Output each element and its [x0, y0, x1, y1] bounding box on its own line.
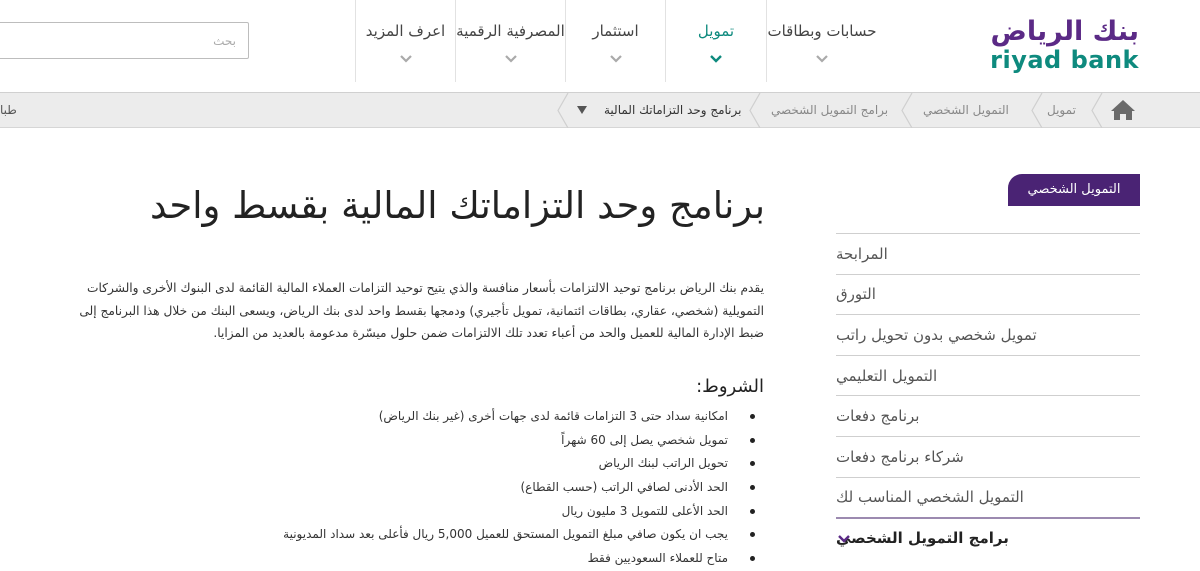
search-input[interactable]: [0, 22, 249, 59]
list-item: تحويل الراتب لبنك الرياض: [200, 452, 764, 476]
breadcrumb-item-personal-financing[interactable]: التمويل الشخصي: [923, 103, 1009, 117]
nav-digital-banking[interactable]: [455, 0, 565, 82]
sidebar-item-education-financing[interactable]: [836, 355, 1140, 396]
nav-investment[interactable]: [565, 0, 665, 82]
sidebar-section-tab[interactable]: التمويل الشخصي: [1008, 174, 1140, 206]
breadcrumb: [0, 93, 1200, 128]
chevron-down-icon: [504, 52, 518, 66]
breadcrumb-item-financing[interactable]: تمويل: [1047, 103, 1076, 117]
home-icon[interactable]: [1110, 98, 1136, 122]
chevron-down-icon: [709, 52, 723, 66]
breadcrumb-overflow-text: طبا: [0, 103, 17, 117]
sidebar-item-label: التمويل الشخصي المناسب لك: [836, 488, 1024, 507]
nav-label: المصرفية الرقمية: [456, 22, 565, 40]
sidebar-item-label: تمويل شخصي بدون تحويل راتب: [836, 325, 1037, 344]
site-header: [0, 0, 1200, 93]
sidebar-item-label: المرابحة: [836, 244, 888, 263]
sidebar-item-tawarruq[interactable]: [836, 274, 1140, 315]
sidebar-item-dafaat-partners[interactable]: [836, 436, 1140, 477]
list-item: امكانية سداد حتى 3 التزامات قائمة لدى جهات أخرى (غير بنك الرياض): [200, 405, 764, 429]
list-item: تمويل شخصي يصل إلى 60 شهراً: [200, 429, 764, 453]
sidebar-item-dafaat-program[interactable]: [836, 395, 1140, 436]
nav-accounts-cards[interactable]: [766, 0, 877, 82]
logo-arabic-text: بنك الرياض: [990, 16, 1139, 47]
breadcrumb-item-current[interactable]: برنامج وحد التزاماتك المالية: [604, 103, 742, 117]
nav-label: استثمار: [592, 22, 639, 40]
chevron-down-icon: [399, 52, 413, 66]
sidebar-item-label: برامج التمويل الشخصي: [836, 529, 1009, 548]
nav-label: اعرف المزيد: [365, 22, 446, 40]
sidebar-item-label: التمويل التعليمي: [836, 366, 938, 385]
sidebar-item-label: برنامج دفعات: [836, 407, 920, 426]
chevron-down-icon: [815, 52, 829, 66]
conditions-list: [200, 405, 764, 571]
sidebar-item-label: شركاء برنامج دفعات: [836, 447, 964, 466]
intro-paragraph: يقدم بنك الرياض برنامج توحيد الالتزامات بأسعار منافسة والذي يتيح توحيد التزامات العملاء المالية القائمة لدى البنوك الأخرى والشركات التمويلية (شخصي، عقاري، بطاقات ائتمانية، تمويل تأجيري) ودمجها بقسط واحد لدى بنك الرياض، ويسعى البنك من خلال هذا البرنامج إلى ضبط الإدارة المالية للعميل والحد من أعباء تعدد تلك الالتزامات ضمن حلول ميسّرة مدعومة بالعديد من المزايا.: [79, 281, 764, 340]
nav-label: حسابات وبطاقات: [767, 22, 877, 40]
breadcrumb-separator-icon: [1030, 93, 1044, 128]
nav-label: تمويل: [697, 22, 735, 40]
sidebar-item-suitable-financing[interactable]: [836, 477, 1140, 518]
nav-financing[interactable]: [665, 0, 766, 82]
riyad-bank-logo[interactable]: [975, 14, 1147, 72]
nav-learn-more[interactable]: [355, 0, 455, 82]
breadcrumb-separator-icon: [748, 93, 762, 128]
sidebar-item-label: التورق: [836, 285, 876, 304]
conditions-heading: الشروط:: [696, 376, 764, 397]
list-item: يجب ان يكون صافي مبلغ التمويل المستحق للعميل 5,000 ريال فأعلى بعد سداد المديونية: [200, 523, 764, 547]
caret-down-icon[interactable]: [577, 106, 587, 114]
sidebar-item-financing-programs[interactable]: [836, 517, 1140, 558]
breadcrumb-separator-icon: [1090, 93, 1104, 128]
breadcrumb-item-personal-financing-programs[interactable]: برامج التمويل الشخصي: [771, 103, 889, 117]
sidebar-menu: [836, 233, 1140, 558]
page-title: برنامج وحد التزاماتك المالية بقسط واحد: [149, 184, 765, 227]
breadcrumb-separator-icon: [556, 93, 570, 128]
list-item: الحد الأعلى للتمويل 3 مليون ريال: [200, 500, 764, 524]
chevron-down-icon: [838, 533, 850, 545]
list-item: متاح للعملاء السعوديين فقط: [200, 547, 764, 571]
logo-english-text: riyad bank: [990, 46, 1139, 74]
list-item: الحد الأدنى لصافي الراتب (حسب القطاع): [200, 476, 764, 500]
chevron-down-icon: [609, 52, 623, 66]
sidebar-item-murabaha[interactable]: [836, 233, 1140, 274]
breadcrumb-separator-icon: [900, 93, 914, 128]
sidebar-item-no-salary-transfer[interactable]: [836, 314, 1140, 355]
